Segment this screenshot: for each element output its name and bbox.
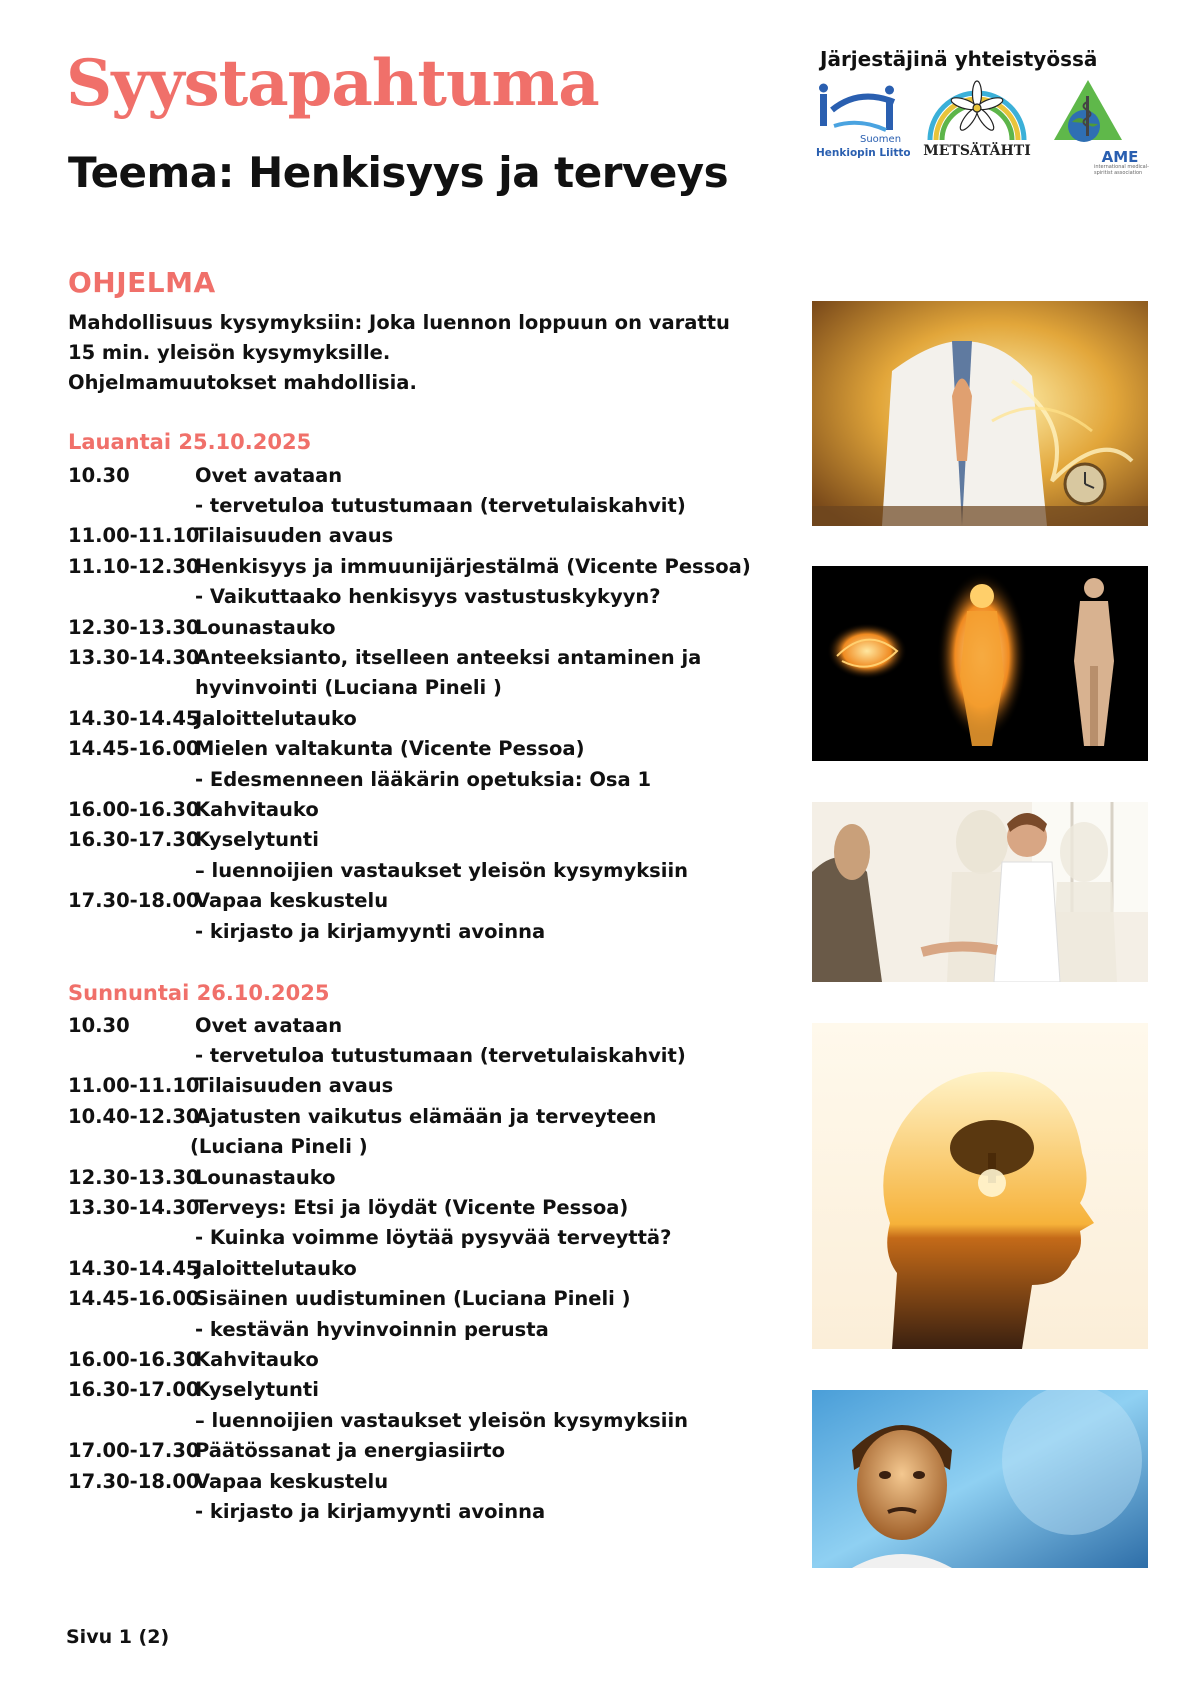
schedule-description: Päätössanat ja energiasiirto <box>195 1439 506 1463</box>
schedule-row <box>68 855 768 885</box>
schedule-description: Ovet avataan <box>195 463 343 487</box>
schedule-description: – luennoijien vastaukset yleisön kysymyksiin <box>195 1408 689 1432</box>
schedule-description: Mielen valtakunta (Vicente Pessoa) <box>195 737 585 761</box>
schedule-time: 11.00-11.10 <box>68 524 200 548</box>
schedule-row <box>68 703 768 733</box>
schedule-time: 10.30 <box>68 1013 130 1037</box>
energy-bodies-image <box>812 566 1148 761</box>
schedule-row <box>68 1223 768 1253</box>
schedule-row <box>68 1040 768 1070</box>
spirit-portrait-image <box>812 1390 1148 1568</box>
schedule-time: 14.30-14.45 <box>68 706 200 730</box>
schedule-time: 10.30 <box>68 463 130 487</box>
schedule-description: - tervetuloa tutustumaan (tervetulaiskahvit) <box>195 1044 686 1068</box>
schedule-row <box>68 1192 768 1222</box>
schedule-description: Ajatusten vaikutus elämään ja terveyteen <box>195 1104 657 1128</box>
schedule-row <box>68 794 768 824</box>
schedule-row <box>68 1314 768 1344</box>
schedule-description: Kyselytunti <box>195 1378 319 1402</box>
schedule-row <box>68 916 768 946</box>
schedule-row <box>68 1253 768 1283</box>
logo3-small-text: international medical-spiritist association <box>1094 164 1149 176</box>
schedule-time: 17.00-17.30 <box>68 1439 200 1463</box>
schedule-description: Tilaisuuden avaus <box>195 1074 394 1098</box>
schedule-row <box>68 582 768 612</box>
schedule-description: - Vaikuttaako henkisyys vastustuskykyyn? <box>195 585 661 609</box>
schedule-time: 16.00-16.30 <box>68 1347 200 1371</box>
schedule-description: Vapaa keskustelu <box>195 1469 389 1493</box>
schedule-row <box>68 490 768 520</box>
schedule-row <box>68 764 768 794</box>
schedule-description: - Kuinka voimme löytää pysyvää terveyttä? <box>195 1226 672 1250</box>
schedule-row <box>68 1405 768 1435</box>
schedule-time: 17.30-18.00 <box>68 1469 200 1493</box>
schedule-description: (Luciana Pineli ) <box>190 1135 368 1159</box>
schedule-description: - kirjasto ja kirjamyynti avoinna <box>195 1499 546 1523</box>
schedule-time: 10.40-12.30 <box>68 1104 200 1128</box>
schedule-row <box>68 1496 768 1526</box>
doctor-patient-image <box>812 802 1148 982</box>
schedule-description: Sisäinen uudistuminen (Luciana Pineli ) <box>195 1287 631 1311</box>
doctor-energy-image <box>812 301 1148 526</box>
schedule-description: – luennoijien vastaukset yleisön kysymyksiin <box>195 858 689 882</box>
schedule-row <box>68 1071 768 1101</box>
schedule-time: 14.45-16.00 <box>68 1287 200 1311</box>
program-intro <box>68 308 768 398</box>
schedule-description: Kahvitauko <box>195 797 319 821</box>
schedule-description: Kahvitauko <box>195 1347 319 1371</box>
schedule-time: 12.30-13.30 <box>68 1165 200 1189</box>
logo3-text: AME <box>1101 148 1139 166</box>
schedule-time: 11.00-11.10 <box>68 1074 200 1098</box>
schedule-description: Tilaisuuden avaus <box>195 524 394 548</box>
schedule-description: Jaloittelutauko <box>195 706 357 730</box>
schedule-description: - tervetuloa tutustumaan (tervetulaiskahvit) <box>195 494 686 518</box>
schedule-description: Ovet avataan <box>195 1013 343 1037</box>
silhouette-tree-image <box>812 1023 1148 1349</box>
schedule-time: 13.30-14.30 <box>68 1196 200 1220</box>
schedule-row <box>68 1010 768 1040</box>
schedule-row <box>68 1162 768 1192</box>
schedule-row <box>68 612 768 642</box>
schedule-description: - Edesmenneen lääkärin opetuksia: Osa 1 <box>195 767 652 791</box>
day-heading-saturday: Lauantai 25.10.2025 <box>68 430 312 454</box>
schedule-time: 16.30-17.30 <box>68 828 200 852</box>
schedule-row <box>68 1132 768 1162</box>
metsatahti-logo <box>922 78 1032 160</box>
schedule-description: hyvinvointi (Luciana Pineli ) <box>195 676 502 700</box>
ame-logo <box>1050 78 1150 190</box>
intro-line: 15 min. yleisön kysymyksille. <box>68 341 391 364</box>
schedule-description: Vapaa keskustelu <box>195 889 389 913</box>
schedule-description: Anteeksianto, itselleen anteeksi antaminen ja <box>195 646 702 670</box>
schedule-description: Kyselytunti <box>195 828 319 852</box>
schedule-description: - kirjasto ja kirjamyynti avoinna <box>195 919 546 943</box>
schedule-row <box>68 673 768 703</box>
page-number: Sivu 1 (2) <box>66 1626 170 1648</box>
schedule-row <box>68 1344 768 1374</box>
schedule-sunday <box>68 1010 768 1527</box>
schedule-row <box>68 1466 768 1496</box>
schedule-saturday <box>68 460 768 946</box>
intro-line: Ohjelmamuutokset mahdollisia. <box>68 371 417 394</box>
organizers-heading: Järjestäjinä yhteistyössä <box>820 47 1098 71</box>
schedule-time: 12.30-13.30 <box>68 615 200 639</box>
schedule-row <box>68 642 768 672</box>
day-heading-sunday: Sunnuntai 26.10.2025 <box>68 981 330 1005</box>
logo2-text: METSÄTÄHTI <box>923 143 1031 159</box>
event-theme: Teema: Henkisyys ja terveys <box>68 148 729 197</box>
schedule-time: 17.30-18.00 <box>68 889 200 913</box>
schedule-row <box>68 1435 768 1465</box>
schedule-description: Terveys: Etsi ja löydät (Vicente Pessoa) <box>195 1196 629 1220</box>
logo1-line2: Henkiopin Liitto <box>816 147 910 159</box>
schedule-description: - kestävän hyvinvoinnin perusta <box>195 1317 549 1341</box>
logo1-line1: Suomen <box>860 134 902 145</box>
schedule-row <box>68 1375 768 1405</box>
schedule-time: 16.30-17.00 <box>68 1378 200 1402</box>
event-title: Syystapahtuma <box>66 46 599 121</box>
schedule-row <box>68 1101 768 1131</box>
schedule-time: 13.30-14.30 <box>68 646 200 670</box>
schedule-time: 11.10-12.30 <box>68 554 200 578</box>
schedule-description: Lounastauko <box>195 1165 336 1189</box>
schedule-description: Lounastauko <box>195 615 336 639</box>
intro-line: Mahdollisuus kysymyksiin: Joka luennon loppuun on varattu <box>68 311 730 334</box>
schedule-row <box>68 551 768 581</box>
schedule-description: Henkisyys ja immuunijärjestälmä (Vicente Pessoa) <box>195 554 751 578</box>
program-heading: OHJELMA <box>68 266 216 299</box>
schedule-time: 14.45-16.00 <box>68 737 200 761</box>
schedule-row <box>68 734 768 764</box>
schedule-row <box>68 825 768 855</box>
schedule-row <box>68 885 768 915</box>
schedule-time: 16.00-16.30 <box>68 797 200 821</box>
schedule-row <box>68 521 768 551</box>
henkiopin-liitto-logo <box>814 80 910 160</box>
schedule-row <box>68 460 768 490</box>
schedule-row <box>68 1284 768 1314</box>
schedule-description: Jaloittelutauko <box>195 1256 357 1280</box>
schedule-time: 14.30-14.45 <box>68 1256 200 1280</box>
